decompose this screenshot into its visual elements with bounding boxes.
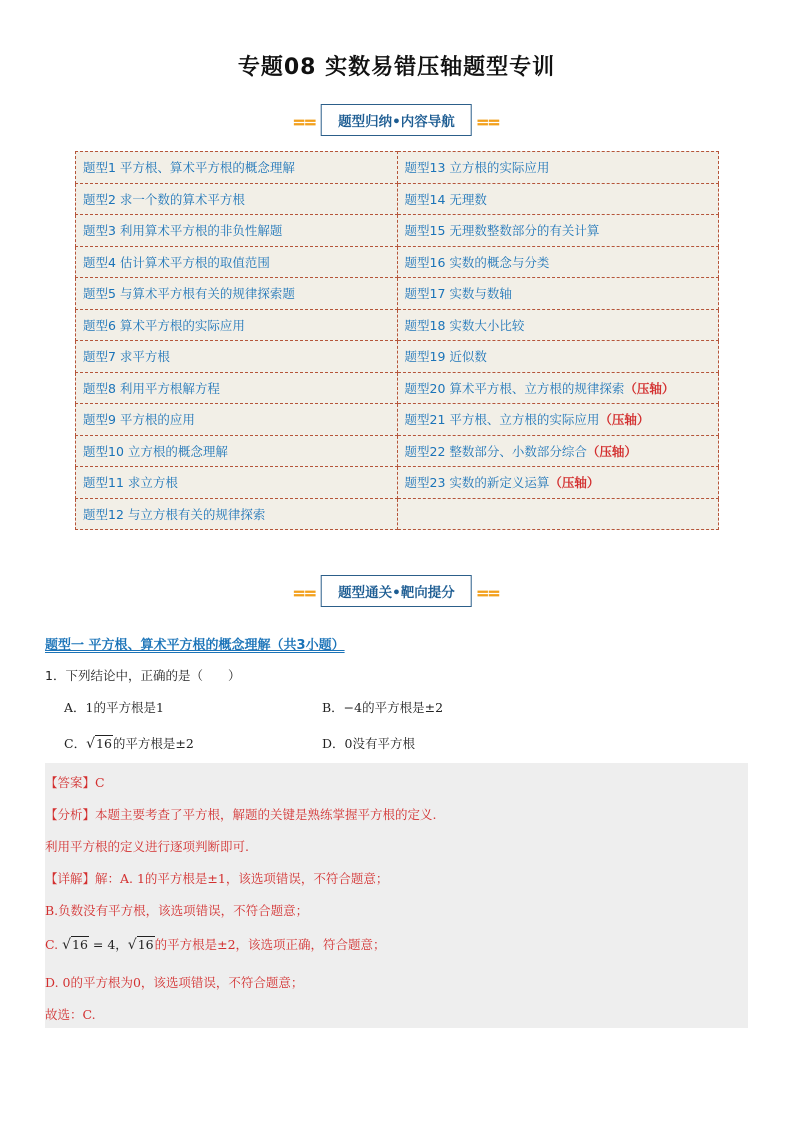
toc-item-right [397,498,719,530]
answer-panel [45,763,748,1028]
question-stem: 1．下列结论中，正确的是（ ） [45,668,241,683]
analysis-line-2: 利用平方根的定义进行逐项判断即可. [45,839,249,854]
toc-item-label: 题型18 实数大小比较 [404,317,525,333]
toc-item-right[interactable] [397,183,719,215]
toc-banner-label: 题型归纳•内容导航 [321,104,472,136]
conclusion-line: 故选：C. [45,1007,96,1022]
toc-row [76,498,719,530]
toc-item-tag: （压轴） [549,475,600,491]
radicand: 16 [137,937,154,952]
toc-item-left[interactable]: 题型12 与立方根有关的规律探索 [76,498,398,530]
toc-item-right[interactable] [397,435,719,467]
toc-row [76,309,719,341]
detail-c-prefix: C. [45,937,63,952]
toc-item-left[interactable]: 题型4 估计算术平方根的取值范围 [76,246,398,278]
toc-item-right[interactable] [397,152,719,184]
sqrt-expression [86,736,113,752]
sqrt-expression [62,937,89,953]
toc-item-tag: （压轴） [599,412,650,428]
toc-item-label: 题型13 立方根的实际应用 [404,160,550,176]
toc-item-label: 题型15 无理数整数部分的有关计算 [404,223,600,239]
toc-item-right[interactable] [397,246,719,278]
radical-icon: √ [62,937,71,953]
toc-item-tag: （压轴） [586,443,637,459]
toc-row [76,183,719,215]
toc-item-left[interactable]: 题型8 利用平方根解方程 [76,372,398,404]
detail-d-line: D. 0的平方根为0，该选项错误，不符合题意； [45,975,304,990]
toc-item-label: 题型14 无理数 [404,191,487,207]
toc-row [76,435,719,467]
toc-item-right[interactable] [397,372,719,404]
toc-item-right[interactable] [397,278,719,310]
toc-item-label: 题型22 整数部分、小数部分综合 [404,443,587,459]
banner-right-ornament-icon: ⩵ [476,579,500,603]
toc-item-left[interactable]: 题型7 求平方根 [76,341,398,373]
toc-item-right[interactable] [397,404,719,436]
toc-row [76,246,719,278]
toc-item-left[interactable]: 题型6 算术平方根的实际应用 [76,309,398,341]
toc-table [75,151,719,530]
option-d: D．0没有平方根 [322,736,415,751]
banner-left-ornament-icon: ⩵ [293,108,317,132]
detail-c-suffix: 的平方根是±2，该选项正确，符合题意； [154,937,386,952]
toc-item-label: 题型16 实数的概念与分类 [404,254,550,270]
toc-item-label: 题型23 实数的新定义运算 [404,475,550,491]
toc-row [76,404,719,436]
detail-c-equation: = 4， [88,937,128,952]
radical-icon: √ [127,937,137,953]
analysis-line-1: 【分析】本题主要考查了平方根，解题的关键是熟练掌握平方根的定义. [45,807,437,822]
option-b: B．−4的平方根是±2 [322,700,444,715]
toc-item-left[interactable]: 题型10 立方根的概念理解 [76,435,398,467]
radicand: 16 [96,736,112,751]
toc-banner [288,104,505,136]
toc-item-label: 题型21 平方根、立方根的实际应用 [404,412,600,428]
detail-b-line: B.负数没有平方根，该选项错误，不符合题意； [45,903,309,918]
page-title: 专题08 实数易错压轴题型专训 [237,55,556,80]
toc-item-label: 题型20 算术平方根、立方根的规律探索 [404,380,625,396]
toc-row [76,341,719,373]
toc-item-left[interactable]: 题型3 利用算术平方根的非负性解题 [76,215,398,247]
option-c-suffix: 的平方根是±2 [112,736,194,751]
option-c [64,734,194,752]
option-c-prefix: C． [64,736,87,751]
toc-item-label: 题型17 实数与数轴 [404,286,512,302]
toc-item-left[interactable]: 题型9 平方根的应用 [76,404,398,436]
toc-item-left[interactable]: 题型1 平方根、算术平方根的概念理解 [76,152,398,184]
toc-row [76,152,719,184]
radicand: 16 [72,937,88,952]
toc-item-right[interactable] [397,341,719,373]
toc-row [76,467,719,499]
toc-item-right[interactable] [397,467,719,499]
radical-icon: √ [86,736,95,752]
toc-item-label: 题型19 近似数 [404,349,487,365]
detail-c-line [45,935,386,953]
banner-left-ornament-icon: ⩵ [293,579,317,603]
toc-item-left[interactable]: 题型11 求立方根 [76,467,398,499]
answer-line: 【答案】C [45,775,105,790]
toc-item-tag: （压轴） [624,380,675,396]
practice-banner [288,575,505,607]
toc-item-right[interactable] [397,215,719,247]
practice-banner-label: 题型通关•靶向提分 [321,575,472,607]
detail-line: 【详解】解：A. 1的平方根是±1，该选项错误，不符合题意； [45,871,389,886]
toc-item-right[interactable] [397,309,719,341]
toc-item-left[interactable]: 题型2 求一个数的算术平方根 [76,183,398,215]
option-a: A．1的平方根是1 [64,700,164,715]
sqrt-expression [128,937,155,953]
section-heading: 题型一 平方根、算术平方根的概念理解（共3小题） [45,638,345,653]
banner-right-ornament-icon: ⩵ [476,108,500,132]
toc-row [76,278,719,310]
toc-row [76,215,719,247]
toc-item-left[interactable]: 题型5 与算术平方根有关的规律探索题 [76,278,398,310]
toc-row [76,372,719,404]
